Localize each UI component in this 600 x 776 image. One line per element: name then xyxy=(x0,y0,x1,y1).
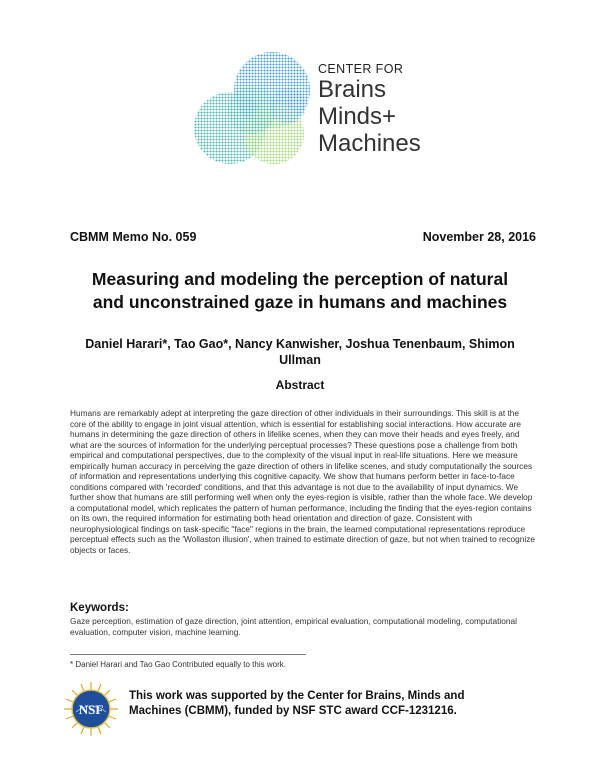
logo-machines: Machines xyxy=(318,130,421,157)
keywords-heading: Keywords: xyxy=(70,602,129,614)
funding-line-2: Machines (CBMM), funded by NSF STC award CCF-1231216. xyxy=(129,705,457,717)
logo-wordmark xyxy=(318,62,421,157)
nsf-logo-text: NSF xyxy=(78,702,104,717)
funding-statement xyxy=(129,689,549,719)
cbmm-logo-icon xyxy=(188,48,318,170)
keywords-text: Gaze perception, estimation of gaze direction, joint attention, empirical evaluation, computational modeling, computational evaluation, computer vision, machine learning. xyxy=(70,616,517,637)
authors-line-1: Daniel Harari*, Tao Gao*, Nancy Kanwisher, Joshua Tenenbaum, Shimon xyxy=(85,337,515,351)
footnote-divider xyxy=(70,654,306,655)
abstract-text: Humans are remarkably adept at interpreting the gaze direction of other individuals in their surroundings. This skill is at the core of the ability to engage in joint visual attention, which is essential for establishing social interactions. How accurate are humans in determining the gaze direction of others in lifelike scenes, when they can move their heads and eyes freely, and what are the sources of information for the underlying perceptual processes? These questions pose a challenge from both empirical and computational perspectives, due to the complexity of the visual input in real-life situations. Here we measure empirically human accuracy in perceiving the gaze direction of others in lifelike scenes, and study computationally the sources of information and representations underlying this cognitive capacity. We show that humans perform better in face-to-face conditions compared with 'recorded' conditions, and that this advantage is not due to the availability of input dynamics. We further show that humans are still performing well when only the eyes-region is visible, rather than the whole face. We develop a computational model, which replicates the pattern of human performance, including the finding that the eyes-region contains on its own, the required information for estimating both head orientation and direction of gaze. Consistent with neurophysiological findings on task-specific "face" regions in the brain, the learned computational representations reproduce perceptual effects such as the 'Wollaston illusion', when trained to estimate direction of gaze, but not when trained to recognize objects or faces. xyxy=(70,408,535,555)
funding-line-1: This work was supported by the Center for Brains, Minds and xyxy=(129,690,465,702)
logo-brains: Brains xyxy=(318,76,387,103)
paper-title xyxy=(60,268,540,314)
abstract-heading: Abstract xyxy=(275,378,325,392)
paper-authors xyxy=(80,336,520,368)
memo-header-row xyxy=(70,230,536,244)
paper-title-line-1: Measuring and modeling the perception of natural xyxy=(91,269,509,289)
paper-title-line-2: and unconstrained gaze in humans and machines xyxy=(92,292,508,312)
authors-line-2: Ullman xyxy=(279,353,321,367)
logo-center-for: CENTER FOR xyxy=(318,62,404,76)
nsf-logo-icon xyxy=(64,682,118,736)
memo-date: November 28, 2016 xyxy=(422,230,536,244)
logo-minds: Minds+ xyxy=(318,103,397,130)
footnote: * Daniel Harari and Tao Gao Contributed equally to this work. xyxy=(70,660,286,669)
memo-number: CBMM Memo No. 059 xyxy=(70,230,197,244)
